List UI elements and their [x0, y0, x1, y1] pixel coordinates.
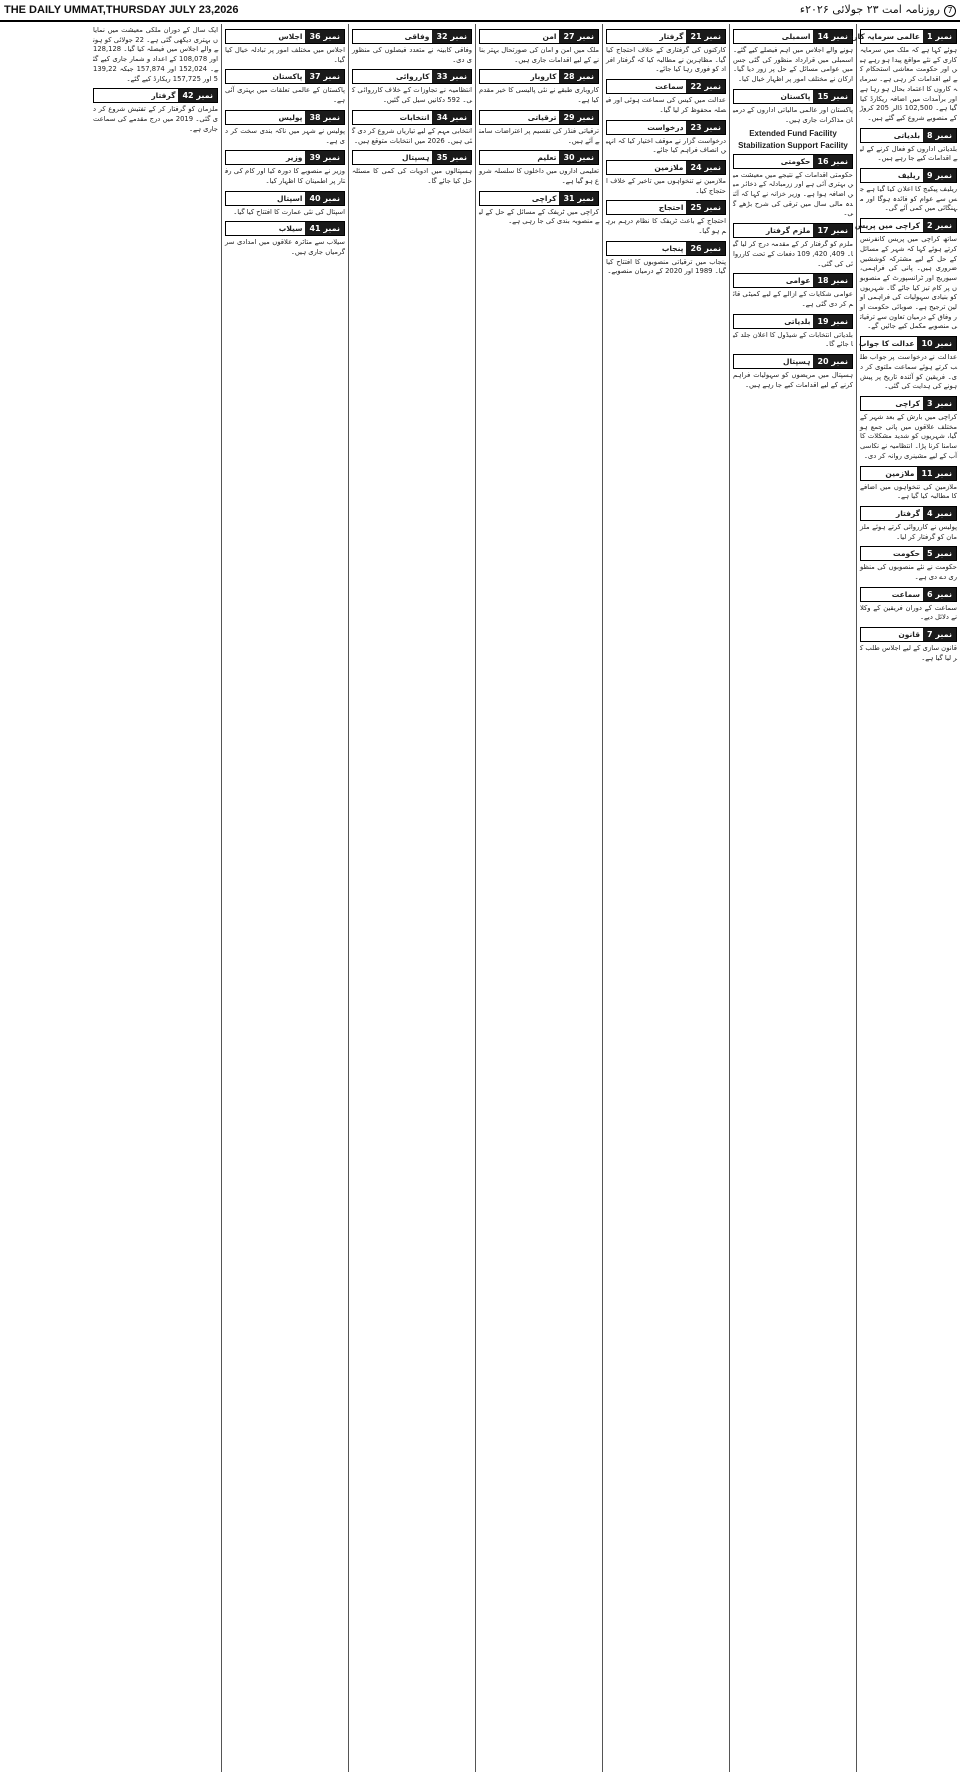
story-heading: [352, 150, 472, 165]
story-number: نمبر 5: [923, 547, 956, 560]
story-body: کراچی میں بارش کے بعد شہر کے مختلف علاقوں میں پانی جمع ہو گیا، شہریوں کو شدید مشکلات کا سامنا کرنا پڑا۔ انتظامیہ نے نکاسی آب کے لیے مشینری روانہ کر دی۔: [860, 412, 957, 460]
story-body: پولیس نے کارروائی کرتے ہوئے ملزمان کو گرفتار کر لیا۔: [860, 522, 957, 541]
story-number: نمبر 1: [923, 30, 956, 43]
story-body: پاکستان کے عالمی تعلقات میں بہتری آئی ہے۔: [225, 86, 345, 105]
story-body: ملزمان کو گرفتار کر کے تفتیش شروع کر دی گئی۔ 2019 میں درج مقدمے کی سماعت جاری ہے۔: [93, 105, 218, 133]
story-heading: [860, 587, 957, 602]
story-title: وفاقی: [404, 32, 430, 41]
news-story: [606, 160, 726, 196]
news-story: [854, 218, 957, 332]
story-heading: [479, 191, 599, 206]
newspaper-page: [0, 24, 960, 1772]
news-story: [606, 79, 726, 115]
story-title: کارروائی: [396, 72, 430, 82]
news-story: [860, 336, 957, 392]
news-story: [733, 223, 853, 269]
story-title: وزیر: [285, 153, 303, 163]
story-body: ریلیف پیکیج کا اعلان کیا گیا ہے جس سے عوام کو فائدہ ہوگا اور مہنگائی میں کمی آئے گی۔: [860, 185, 957, 213]
story-title: اسپتال: [277, 193, 303, 203]
story-heading: [352, 29, 472, 44]
story-body: سیلاب سے متاثرہ علاقوں میں امدادی سرگرمیاں جاری ہیں۔: [225, 238, 345, 257]
story-title: ہسپتال: [782, 357, 811, 367]
story-body: کاروباری طبقے نے نئی پالیسی کا خیر مقدم کیا ہے۔: [479, 86, 599, 105]
story-heading: [479, 29, 599, 44]
story-heading: [479, 69, 599, 84]
story-body: بلدیاتی انتخابات کے شیڈول کا اعلان جلد کیا جائے گا۔: [733, 330, 853, 349]
news-story: [93, 88, 218, 134]
story-body: ساتھ کراچی میں پریس کانفرنس کرتے ہوئے کہا کہ شہر کے مسائل کے حل کے لیے مشترکہ کوششیں ضروری ہیں۔ پانی کی فراہمی، سیوریج اور ٹرانسپورٹ کے منصوبوں پر کام تیز کیا جائے گا۔ شہریوں کو بنیادی سہولیات کی فراہمی اولین ترجیح ہے۔ صوبائی حکومت اور وفاق کے درمیان تعاون سے ترقیاتی منصوبے مکمل کیے جائیں گے۔: [860, 235, 957, 331]
news-story: [733, 89, 853, 125]
story-body: اسپتال کی نئی عمارت کا افتتاح کیا گیا۔: [233, 207, 345, 216]
story-number: نمبر 19: [813, 315, 852, 328]
news-story: [733, 314, 853, 350]
story-title: درخواست: [647, 122, 684, 132]
story-heading: [846, 29, 957, 44]
story-heading: [860, 336, 957, 351]
news-story: [352, 150, 472, 186]
story-body: ترقیاتی فنڈز کی تقسیم پر اعتراضات سامنے آئے ہیں۔: [479, 126, 599, 145]
story-title: ترقیاتی: [527, 112, 557, 122]
story-heading: [225, 110, 345, 125]
news-column: [729, 24, 856, 1772]
story-body: ملازمین نے تنخواہوں میں تاخیر کے خلاف احتجاج کیا۔: [606, 176, 726, 195]
story-title: ملازمین: [654, 162, 684, 172]
story-number: نمبر 8: [923, 129, 956, 142]
story-title: ملزم گرفتار: [765, 226, 811, 236]
english-term: Extended Fund Facility: [749, 129, 837, 139]
news-column: [221, 24, 348, 1772]
story-heading: [860, 546, 957, 561]
story-body: احتجاج کے باعث ٹریفک کا نظام درہم برہم ہو گیا۔: [606, 217, 726, 236]
story-number: نمبر 29: [559, 111, 598, 124]
masthead: [0, 0, 960, 22]
story-number: نمبر 42: [178, 89, 217, 102]
story-body: ہسپتال میں مریضوں کو سہولیات فراہم کرنے کے لیے اقدامات کیے جا رہے ہیں۔: [733, 371, 853, 389]
news-story: [606, 241, 726, 277]
story-number: نمبر 4: [923, 507, 956, 520]
news-story: [225, 29, 345, 65]
story-heading: [606, 160, 726, 175]
story-number: نمبر 10: [917, 337, 956, 350]
story-number: نمبر 2: [923, 219, 956, 232]
story-title: سیلاب: [278, 224, 303, 234]
story-heading: [733, 154, 853, 169]
story-heading: [606, 120, 726, 135]
news-column: [475, 24, 602, 1772]
news-story: [225, 191, 345, 218]
news-story: [479, 110, 599, 146]
news-story: [352, 110, 472, 146]
story-number: نمبر 40: [305, 192, 344, 205]
story-body: عدالت میں کیس کی سماعت ہوئی اور فیصلہ محفوظ کر لیا گیا۔: [606, 96, 726, 114]
story-title: کاروبار: [530, 72, 557, 82]
story-body: پنجاب میں ترقیاتی منصوبوں کا افتتاح کیا گیا۔ 1989 اور 2020 کے درمیان منصوبے۔: [606, 257, 726, 276]
story-body: ملک میں امن و امان کی صورتحال بہتر بنانے کے لیے اقدامات جاری ہیں۔: [479, 46, 599, 64]
story-heading: [860, 506, 957, 521]
news-story: [479, 191, 599, 227]
story-number: نمبر 39: [305, 151, 344, 164]
story-title: سماعت: [655, 82, 684, 92]
story-number: نمبر 31: [559, 192, 598, 205]
story-title: گرفتار: [151, 91, 176, 101]
story-body: ملازمین کی تنخواہوں میں اضافے کا مطالبہ کیا گیا ہے۔: [860, 482, 957, 501]
story-heading: [606, 241, 726, 256]
story-number: نمبر 26: [686, 242, 725, 255]
news-story: [479, 69, 599, 105]
story-title: عوامی: [785, 276, 811, 286]
story-body: کراچی میں ٹریفک کے مسائل کے حل کے لیے منصوبہ بندی کی جا رہی ہے۔: [479, 207, 599, 226]
story-title: پولیس: [278, 112, 303, 122]
story-body: انتظامیہ نے تجاوزات کے خلاف کارروائی کی۔ 592 دکانیں سیل کی گئیں۔: [352, 86, 472, 105]
story-title: پاکستان: [272, 72, 303, 82]
news-story: [860, 587, 957, 623]
story-title: کراچی: [531, 193, 557, 203]
story-number: نمبر 20: [813, 355, 852, 368]
story-title: انتخابات: [399, 112, 430, 122]
story-number: نمبر 22: [686, 80, 725, 93]
news-story: [860, 466, 957, 502]
story-heading: [860, 168, 957, 183]
story-number: نمبر 32: [432, 30, 471, 43]
story-heading: [860, 466, 957, 481]
news-story: [846, 29, 957, 124]
story-body: ہسپتالوں میں ادویات کی کمی کا مسئلہ حل کیا جائے گا۔: [352, 167, 472, 185]
story-heading: [352, 69, 472, 84]
news-story: [733, 354, 853, 390]
story-body: سماعت کے دوران فریقین کے وکلا نے دلائل دیے۔: [860, 603, 957, 622]
story-body: عوامی شکایات کے ازالے کے لیے کمیٹی قائم کر دی گئی ہے۔: [733, 290, 853, 308]
story-title: بلدیاتی: [784, 316, 811, 326]
news-story: [352, 69, 472, 105]
story-title: تعلیم: [537, 153, 557, 163]
story-body: قانون سازی کے لیے اجلاس طلب کر لیا گیا ہے۔: [860, 644, 957, 662]
story-heading: [606, 79, 726, 94]
story-heading: [733, 223, 853, 238]
story-heading: [860, 396, 957, 411]
story-title: ملازمین: [885, 468, 915, 478]
story-number: نمبر 21: [686, 30, 725, 43]
story-title: امن: [542, 32, 557, 41]
story-number: نمبر 41: [305, 222, 344, 235]
story-number: نمبر 18: [813, 274, 852, 287]
story-body: پولیس نے شہر میں ناکہ بندی سخت کر دی ہے۔: [225, 126, 345, 145]
story-heading: [225, 69, 345, 84]
page-number-icon: 7: [944, 5, 956, 17]
news-story: [479, 29, 599, 65]
story-heading: [352, 110, 472, 125]
story-number: نمبر 27: [559, 30, 598, 43]
story-body: عدالت نے درخواست پر جواب طلب کرتے ہوئے سماعت ملتوی کر دی۔ فریقین کو آئندہ تاریخ پر پیش ہونے کی ہدایت کی گئی۔: [860, 353, 957, 391]
story-number: نمبر 14: [813, 30, 852, 43]
news-story: [860, 546, 957, 582]
masthead-urdu: [800, 3, 956, 17]
story-body: درخواست گزار نے موقف اختیار کیا کہ انہیں انصاف فراہم کیا جائے۔: [606, 136, 726, 155]
story-body: حکومت نے نئے منصوبوں کی منظوری دے دی ہے۔: [860, 563, 957, 582]
story-body: کارکنوں کی گرفتاری کے خلاف احتجاج کیا گیا۔ مظاہرین نے مطالبہ کیا کہ گرفتار افراد کو فوری رہا کیا جائے۔: [606, 46, 726, 74]
story-title: گرفتار: [895, 508, 921, 518]
story-heading: [479, 110, 599, 125]
news-column: [90, 24, 221, 1772]
story-heading: [733, 273, 853, 288]
story-heading: [860, 128, 957, 143]
story-number: نمبر 6: [923, 588, 956, 601]
story-heading: [606, 200, 726, 215]
story-number: نمبر 35: [432, 151, 471, 164]
story-body: حکومتی اقدامات کے نتیجے میں معیشت میں بہتری آئی ہے اور زرمبادلہ کے ذخائر میں اضافہ ہوا ہے۔ وزیر خزانہ نے کہا کہ آئندہ مالی سال میں ترقی کی شرح بڑھے گی۔: [733, 170, 853, 218]
story-number: نمبر 15: [813, 90, 852, 103]
masthead-english: THE DAILY UMMAT,THURSDAY JULY 23,2026: [4, 4, 239, 16]
news-story: [225, 110, 345, 146]
story-body: ایک سال کے دوران ملکی معیشت میں نمایاں بہتری دیکھی گئی ہے۔ 22 جولائی کو ہونے والے اجلاس میں فیصلہ کیا گیا۔ 128,128 اور 108,078 کے اعداد و شمار جاری کیے گئے۔ 152,024 اور 157,874 جبکہ 139,225 اور 157,725 ریکارڈ کیے گئے۔: [93, 26, 218, 83]
news-story: [606, 200, 726, 236]
news-story: [860, 396, 957, 462]
story-title: ہسپتال: [401, 153, 430, 163]
story-title: پنجاب: [661, 243, 684, 253]
story-heading: [479, 150, 599, 165]
news-story: [352, 29, 472, 65]
story-title: حکومتی: [780, 156, 811, 166]
news-column: [348, 24, 475, 1772]
story-body: ہوئے کہا ہے کہ ملک میں سرمایہ کاری کے نئے مواقع پیدا ہو رہے ہیں اور حکومت معاشی استحکام کے لیے اقدامات کر رہی ہے۔ سرمایہ کاروں کا اعتماد بحال ہو رہا ہے اور برآمدات میں اضافہ ریکارڈ کیا گیا ہے۔ 102,500 ڈالر 205 کروڑ کے منصوبے شروع کیے گئے ہیں۔: [860, 46, 957, 122]
news-column: [846, 24, 960, 1772]
story-title: قانون: [898, 630, 921, 640]
story-body: ہونے والے اجلاس میں اہم فیصلے کیے گئے۔ اسمبلی میں قرارداد منظور کی گئی جس میں عوامی مسائل کے حل پر زور دیا گیا۔ ارکان نے مختلف امور پر اظہار خیال کیا۔: [733, 46, 853, 84]
story-body: پاکستان اور عالمی مالیاتی اداروں کے درمیان مذاکرات جاری ہیں۔: [733, 105, 853, 124]
story-number: نمبر 37: [305, 70, 344, 83]
news-story: [860, 168, 957, 214]
story-body: انتخابی مہم کے لیے تیاریاں شروع کر دی گئی ہیں۔ 2026 میں انتخابات متوقع ہیں۔: [352, 126, 472, 145]
story-heading: [225, 29, 345, 44]
story-title: اسمبلی: [781, 32, 811, 41]
story-body: تعلیمی اداروں میں داخلوں کا سلسلہ شروع ہو گیا ہے۔: [479, 167, 599, 185]
news-story: [479, 150, 599, 186]
story-number: نمبر 9: [923, 169, 956, 182]
news-story: [93, 26, 218, 84]
story-number: نمبر 36: [305, 30, 344, 43]
story-body: وفاقی کابینہ نے متعدد فیصلوں کی منظوری دی۔: [352, 46, 472, 64]
story-title: گرفتار: [659, 32, 684, 41]
story-number: نمبر 30: [559, 151, 598, 164]
story-heading: [733, 354, 853, 369]
story-heading: [860, 627, 957, 642]
story-number: نمبر 7: [923, 628, 956, 641]
story-heading: [606, 29, 726, 44]
story-body: اجلاس میں مختلف امور پر تبادلہ خیال کیا گیا۔: [225, 46, 345, 64]
story-number: نمبر 23: [686, 121, 725, 134]
story-heading: [225, 221, 345, 236]
story-body: وزیر نے منصوبے کا دورہ کیا اور کام کی رفتار پر اطمینان کا اظہار کیا۔: [225, 167, 345, 185]
news-story: [225, 69, 345, 105]
story-number: نمبر 34: [432, 111, 471, 124]
story-title: کراچی میں پریس: [854, 221, 921, 231]
story-title: ریلیف: [897, 171, 921, 181]
story-number: نمبر 38: [305, 111, 344, 124]
news-story: [225, 221, 345, 257]
story-heading: [733, 89, 853, 104]
story-title: بلدیاتی: [893, 130, 921, 140]
news-story: [733, 273, 853, 309]
story-title: عالمی سرمایہ کاری: [846, 32, 921, 41]
news-column: [602, 24, 729, 1772]
news-story: [606, 29, 726, 75]
story-number: نمبر 11: [917, 467, 956, 480]
masthead-urdu-text: روزنامہ امت ۲۳ جولائی ۲۰۲۶ء: [799, 3, 940, 16]
story-title: حکومت: [892, 549, 921, 559]
story-title: عدالت کا جواب: [859, 339, 915, 349]
story-body: بلدیاتی اداروں کو فعال کرنے کے لیے اقدامات کیے جا رہے ہیں۔: [860, 144, 957, 163]
story-title: اجلاس: [278, 32, 303, 41]
story-title: احتجاج: [658, 203, 684, 213]
story-title: سماعت: [891, 589, 921, 599]
news-story: [606, 120, 726, 156]
story-heading: [854, 218, 957, 233]
news-story: [860, 506, 957, 542]
story-number: نمبر 25: [686, 201, 725, 214]
story-number: نمبر 3: [923, 397, 956, 410]
story-body: ملزم کو گرفتار کر کے مقدمہ درج کر لیا گیا۔ 409, 420, 109 دفعات کے تحت کارروائی کی گئی۔: [733, 240, 854, 268]
english-term: Stabilization Support Facility: [738, 140, 848, 150]
news-story: [733, 29, 853, 85]
story-number: نمبر 16: [813, 155, 852, 168]
story-title: کراچی: [895, 398, 921, 408]
news-story: [225, 150, 345, 186]
story-heading: [225, 150, 345, 165]
story-title: پاکستان: [780, 91, 811, 101]
news-story: [733, 154, 853, 220]
story-heading: [733, 29, 853, 44]
story-heading: [93, 88, 218, 103]
story-number: نمبر 17: [813, 224, 852, 237]
story-number: نمبر 33: [432, 70, 471, 83]
news-story: [860, 128, 957, 164]
story-number: نمبر 28: [559, 70, 598, 83]
story-heading: [225, 191, 345, 206]
story-number: نمبر 24: [686, 161, 725, 174]
story-heading: [733, 314, 853, 329]
news-story: [860, 627, 957, 663]
